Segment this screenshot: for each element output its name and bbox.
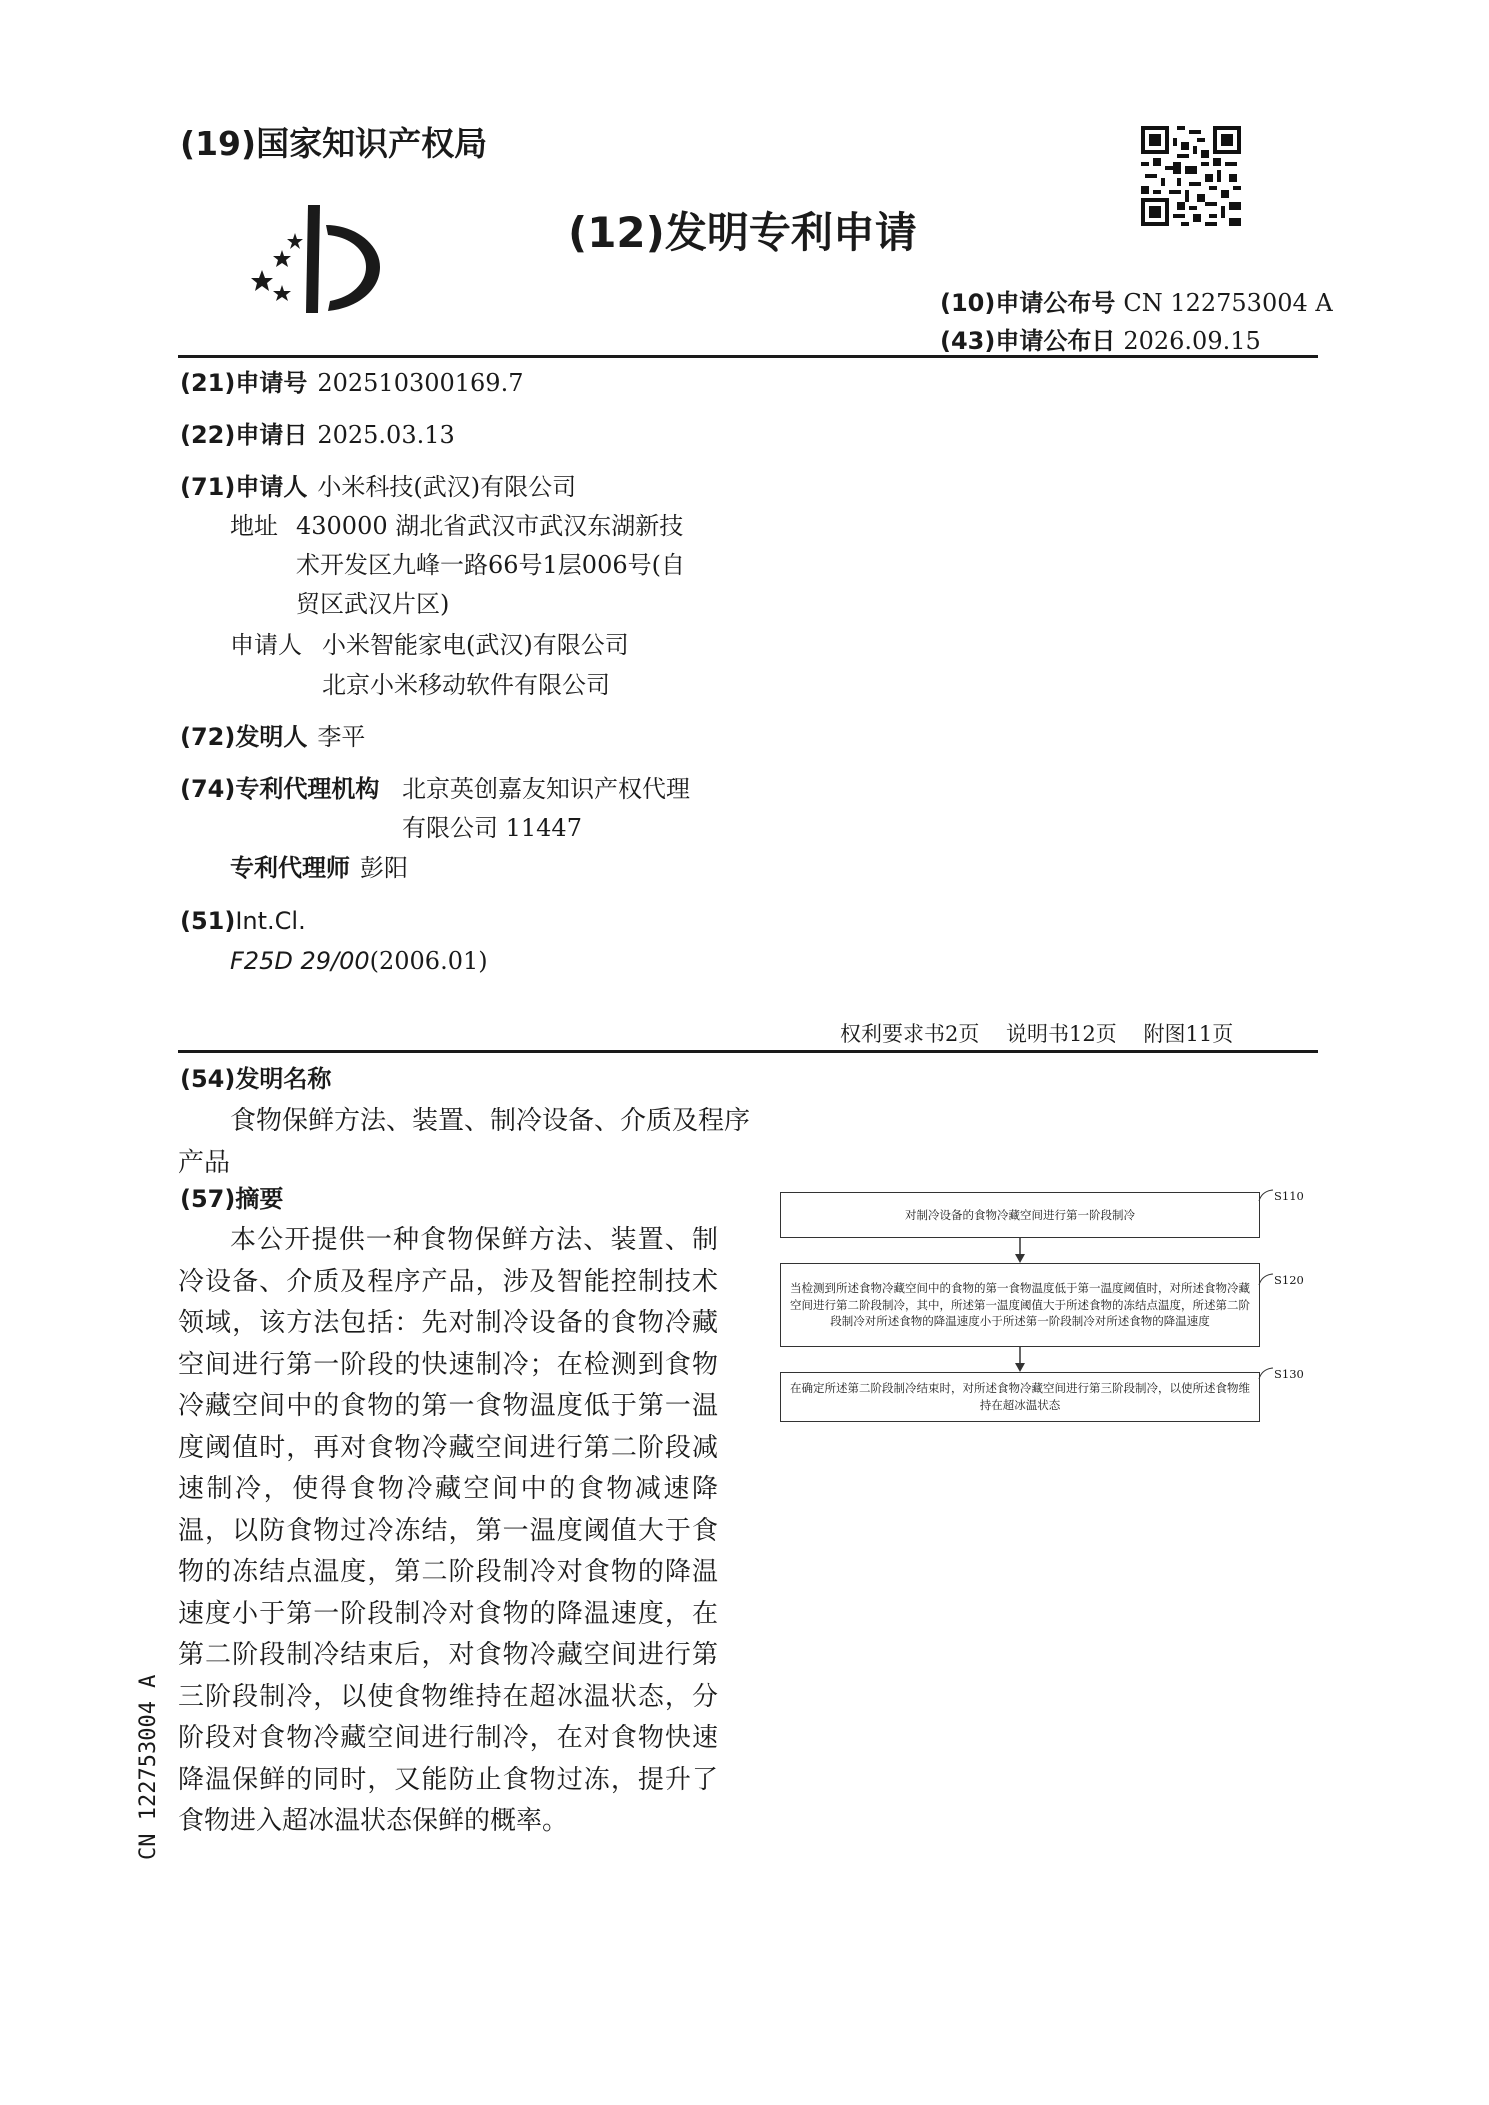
flow-step-label: S120 (1274, 1273, 1304, 1287)
applicant2-line: 北京小米移动软件有限公司 (322, 671, 610, 699)
intcl-class: F25D 29/00 (230, 947, 370, 975)
title-label: 发明名称 (235, 1065, 332, 1093)
applicant2-line: 小米智能家电(武汉)有限公司 (322, 631, 629, 659)
inventor-label: 发明人 (235, 723, 308, 751)
inventor-code: (72) (180, 723, 236, 751)
intcl-class-row (230, 944, 488, 978)
pub-date-label: 申请公布日 (995, 327, 1116, 355)
applicant-row (180, 470, 576, 504)
app-date-label: 申请日 (235, 421, 308, 449)
flow-step-box: 对制冷设备的食物冷藏空间进行第一阶段制冷 (780, 1192, 1260, 1238)
address-line: 贸区武汉片区) (296, 590, 450, 618)
pub-date-value: 2026.09.15 (1123, 327, 1261, 355)
app-no-label: 申请号 (235, 369, 308, 397)
applicant2-label: 申请人 (230, 631, 302, 659)
application-number-row (180, 366, 523, 400)
abstract-text: 本公开提供一种食物保鲜方法、装置、制冷设备、介质及程序产品，涉及智能控制技术领域，该方法包括：先对制冷设备的食物冷藏空间进行第一阶段的快速制冷；在检测到食物冷藏空间中的食物的第一食物温度低于第一温度阈值时，再对食物冷藏空间进行第二阶段减速制冷，使得食物冷藏空间中的食物减速降温，以防食物过冷冻结，第一温度阈值大于食物的冻结点温度，第二阶段制冷对食物的降温速度小于第一阶段制冷对食物的降温速度，在第二阶段制冷结束后，对食物冷藏空间进行第三阶段制冷，以使食物维持在超冰温状态，分阶段对食物冷藏空间进行制冷，在对食物快速降温保鲜的同时，又能防止食物过冻，提升了食物进入超冰温状态保鲜的概率。 (178, 1225, 718, 1836)
address-line: 术开发区九峰一路66号1层006号(自 (296, 551, 685, 579)
agency-line: 北京英创嘉友知识产权代理 (402, 775, 690, 803)
invention-title-line: 产品 (178, 1148, 231, 1178)
applicant-label: 申请人 (235, 473, 308, 501)
star-icon (273, 285, 291, 301)
address-label: 地址 (230, 512, 278, 540)
agent-label: 专利代理师 (230, 854, 350, 882)
star-icon (251, 270, 273, 291)
pub-no-value: CN 122753004 A (1123, 289, 1333, 317)
application-date-row (180, 418, 455, 452)
agency-code: (74) (180, 775, 236, 803)
star-icon (273, 250, 291, 267)
pages-info: 权利要求书2页 说明书12页 附图11页 (840, 1022, 1234, 1046)
doc-type-title: 发明专利申请 (664, 208, 917, 257)
document-type (568, 200, 917, 260)
agent-row (230, 851, 408, 885)
star-icon (287, 233, 303, 249)
flow-connector (1258, 1188, 1274, 1202)
inventor-value: 李平 (317, 723, 366, 751)
app-no-value: 202510300169.7 (317, 369, 524, 397)
intcl-row (180, 904, 306, 938)
qr-code (1141, 126, 1241, 226)
abstract-heading (180, 1182, 283, 1216)
agency-row (180, 772, 379, 806)
pub-no-code: (10) (940, 289, 996, 317)
title-code: (54) (180, 1065, 236, 1093)
inventor-row (180, 720, 365, 754)
address-line: 430000 湖北省武汉市武汉东湖新技 (296, 512, 684, 540)
agency-label: 专利代理机构 (235, 775, 380, 803)
abstract-code: (57) (180, 1185, 236, 1213)
doc-type-code: (12) (568, 208, 665, 257)
flow-step-box: 在确定所述第二阶段制冷结束时，对所述食物冷藏空间进行第三阶段制冷，以使所述食物维持在超冰温状态 (780, 1372, 1260, 1422)
agency-line: 有限公司 11447 (402, 814, 582, 842)
middle-rule (178, 1050, 1318, 1053)
header-rule (178, 355, 1318, 358)
flow-connector (1258, 1366, 1274, 1380)
applicant-value: 小米科技(武汉)有限公司 (317, 473, 577, 501)
publication-number (940, 283, 1333, 318)
app-no-code: (21) (180, 369, 236, 397)
office-name: 国家知识产权局 (256, 124, 488, 163)
agent-value: 彭阳 (360, 854, 408, 882)
office-code: (19) (180, 124, 257, 163)
intcl-version: (2006.01) (369, 947, 488, 975)
intcl-code: (51) (180, 907, 236, 935)
applicant-code: (71) (180, 473, 236, 501)
side-publication-number: CN 122753004 A (136, 1674, 161, 1860)
flow-connector (1258, 1272, 1274, 1286)
pub-date-code: (43) (940, 327, 996, 355)
pub-no-label: 申请公布号 (995, 289, 1116, 317)
invention-title-line: 食物保鲜方法、装置、制冷设备、介质及程序 (230, 1106, 751, 1136)
flow-step-label: S110 (1274, 1189, 1304, 1203)
abstract-label: 摘要 (235, 1185, 284, 1213)
title-heading (180, 1062, 331, 1096)
office-header (180, 118, 487, 165)
flow-arrow (1013, 1347, 1027, 1372)
intcl-label: Int.Cl. (235, 907, 306, 935)
app-date-value: 2025.03.13 (317, 421, 455, 449)
app-date-code: (22) (180, 421, 236, 449)
publication-date (940, 321, 1261, 356)
cnipa-logo (248, 205, 388, 315)
flow-arrow (1013, 1238, 1027, 1263)
flow-step-box: 当检测到所述食物冷藏空间中的食物的第一食物温度低于第一温度阈值时，对所述食物冷藏空间进行第二阶段制冷，其中，所述第一温度阈值大于所述食物的冻结点温度，所述第二阶段制冷对所述食物的降温速度小于所述第一阶段制冷对所述食物的降温速度 (780, 1263, 1260, 1347)
flow-step-label: S130 (1274, 1367, 1304, 1381)
